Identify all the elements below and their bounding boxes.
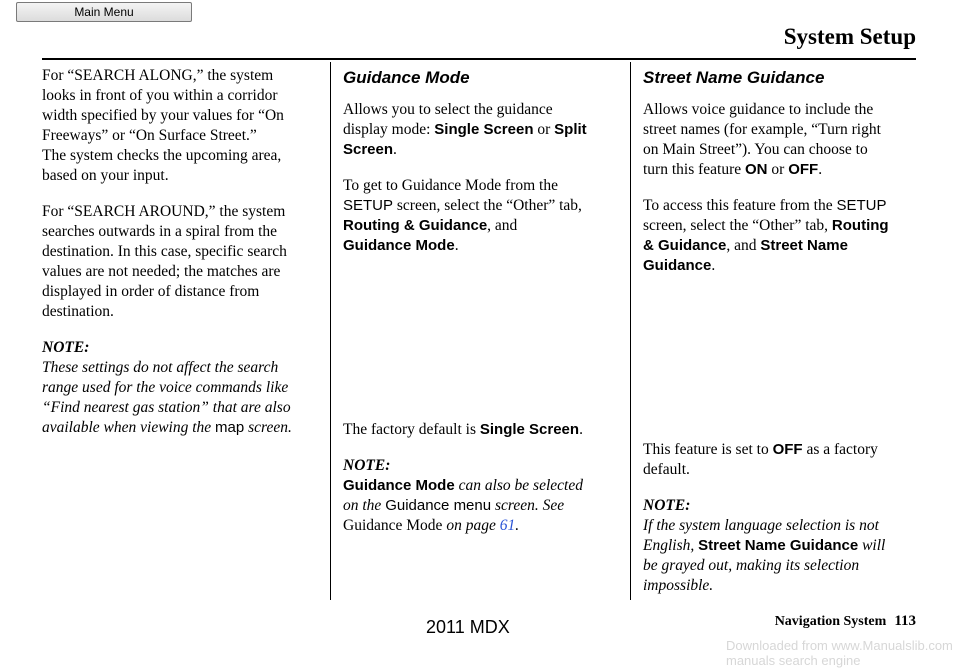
street-name-intro: Allows voice guidance to include the street names (for example, “Turn right on Main Street”). You can choose to turn this feature ON or OFF. (643, 101, 881, 178)
search-around-paragraph: For “SEARCH AROUND,” the system searches outwards in a spiral from the destination. In this case, specific search values are not needed; the matches are displayed in order of distance from destination. (42, 203, 287, 320)
note-label: NOTE: (343, 457, 391, 474)
guidance-mode-note: Guidance Mode can also be selected on the Guidance menu screen. See Guidance Mode on page 61. (343, 477, 583, 534)
guidance-mode-heading: Guidance Mode (343, 68, 470, 87)
street-name-guidance-heading: Street Name Guidance (643, 68, 825, 87)
guidance-mode-intro: Allows you to select the guidance display mode: Single Screen or Split Screen. (343, 101, 587, 158)
page-61-link[interactable]: 61 (499, 517, 516, 534)
search-note: These settings do not affect the search range used for the voice commands like “Find nearest gas station” that are also available when viewing the map screen. (42, 359, 292, 436)
column-divider-1 (330, 62, 331, 600)
guidance-mode-default: The factory default is Single Screen. (343, 421, 583, 438)
footer-nav-label: Navigation System (774, 614, 887, 629)
guidance-mode-path: To get to Guidance Mode from the SETUP screen, select the “Other” tab, Routing & Guidance, and Guidance Mode. (343, 177, 582, 254)
column-search (42, 66, 324, 438)
street-name-default: This feature is set to OFF as a factory default. (643, 441, 878, 478)
page-title: System Setup (783, 24, 916, 49)
site-watermark: Downloaded from www.Manualslib.com manuals search engine (726, 638, 953, 668)
street-name-note: If the system language selection is not English, Street Name Guidance will be grayed out, making its selection impossible. (643, 517, 886, 594)
title-rule (42, 58, 916, 60)
column-guidance-mode (343, 66, 625, 536)
street-name-path: To access this feature from the SETUP screen, select the “Other” tab, Routing & Guidance, and Street Name Guidance. (643, 197, 889, 274)
column-divider-2 (630, 62, 631, 600)
note-label: NOTE: (42, 339, 90, 356)
page-number: 113 (894, 613, 916, 629)
model-watermark: 2011 MDX (426, 617, 510, 637)
search-along-paragraph: For “SEARCH ALONG,” the system looks in front of you within a corridor width specified by your values for “On Freeways” or “On Surface Street.” The system checks the upcoming area, based on your input. (42, 67, 284, 184)
footer-navigation (775, 613, 916, 630)
column-street-name-guidance (643, 66, 933, 596)
main-menu-button[interactable]: Main Menu (16, 2, 192, 22)
note-label: NOTE: (643, 497, 691, 514)
